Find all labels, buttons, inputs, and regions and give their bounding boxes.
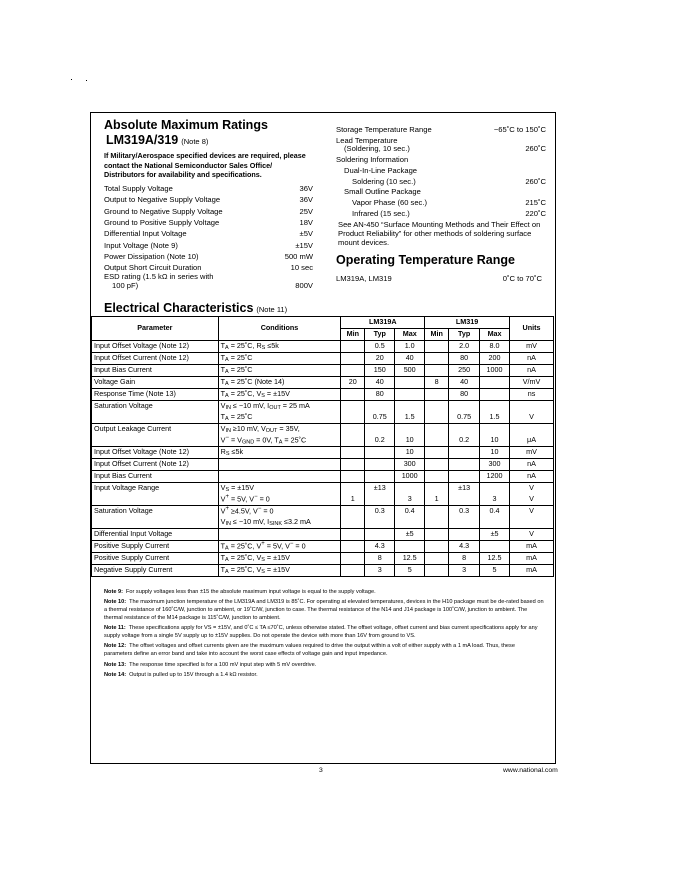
cell-value — [449, 424, 480, 436]
scan-dot — [71, 79, 72, 80]
esd-label-2: 100 pF) — [112, 281, 139, 290]
cell-parameter: Negative Supply Current — [92, 565, 219, 577]
cell-value: 8 — [425, 377, 449, 389]
cell-value — [425, 506, 449, 518]
cell-parameter: Input Offset Current (Note 12) — [92, 459, 219, 471]
cell-units: μA — [510, 435, 554, 447]
cell-value — [395, 517, 425, 529]
cell-value: 8.0 — [480, 341, 510, 353]
cell-value: 10 — [395, 435, 425, 447]
cell-value: 40 — [395, 353, 425, 365]
cell-value: 8 — [449, 553, 480, 565]
cell-value: 1.0 — [395, 341, 425, 353]
cell-conditions: $V_{IN} \le -10$ mV, $I_{OUT} = 25$ mA — [218, 401, 341, 413]
otr-value: 0˚C to 70˚C — [502, 274, 542, 283]
cell-conditions: $T_A$ = 25˚C, $V_S = \pm 15V$ — [218, 389, 341, 401]
lead-sub: (Soldering, 10 sec.) — [344, 144, 410, 153]
cell-parameter: Voltage Gain — [92, 377, 219, 389]
cell-value — [365, 517, 395, 529]
table-row — [92, 471, 554, 483]
dip-solder: Soldering (10 sec.) — [352, 177, 416, 186]
cell-value: 5 — [395, 565, 425, 577]
amr-row-value: ±15V — [295, 240, 313, 250]
cell-value — [395, 541, 425, 553]
amr-subtitle: LM319A/319 (Note 8) — [106, 133, 209, 147]
cell-units: nA — [510, 365, 554, 377]
col-lm319: LM319 — [425, 317, 510, 329]
note — [104, 672, 544, 680]
cell-units: mA — [510, 541, 554, 553]
cell-parameter: Output Leakage Current — [92, 424, 219, 436]
cell-value — [341, 517, 365, 529]
table-row — [92, 424, 554, 436]
cell-value: 10 — [480, 447, 510, 459]
col-parameter: Parameter — [92, 317, 219, 341]
vapor-value: 215˚C — [525, 198, 546, 207]
table-row — [92, 553, 554, 565]
cell-value — [341, 541, 365, 553]
cell-value — [449, 447, 480, 459]
table-row — [92, 412, 554, 424]
cell-value: 200 — [480, 353, 510, 365]
cell-value — [341, 435, 365, 447]
cell-value: 0.3 — [365, 506, 395, 518]
sop-label: Small Outline Package — [344, 187, 421, 196]
cell-value: 0.4 — [395, 506, 425, 518]
cell-units: V — [510, 529, 554, 541]
cell-value — [341, 424, 365, 436]
cell-conditions: $V^- = V_{GND} = 0V$, $T_A$ = 25˚C — [218, 435, 341, 447]
cell-value: 500 — [395, 365, 425, 377]
amr-row-value: 500 mW — [284, 251, 313, 261]
table-row — [92, 494, 554, 506]
cell-value — [341, 365, 365, 377]
cell-conditions — [218, 471, 341, 483]
cell-value — [425, 447, 449, 459]
cell-value — [395, 377, 425, 389]
cell-parameter: Saturation Voltage — [92, 401, 219, 413]
cell-value — [341, 553, 365, 565]
cell-conditions: V+ ≥4.5V, V− = 0 — [218, 506, 341, 518]
otr-title: Operating Temperature Range — [336, 253, 515, 267]
cell-value — [395, 401, 425, 413]
cell-value — [425, 389, 449, 401]
cell-value: 40 — [449, 377, 480, 389]
note-label: Note 10: — [104, 599, 127, 606]
cell-value — [449, 517, 480, 529]
cell-value — [480, 541, 510, 553]
cell-value — [365, 401, 395, 413]
cell-value: ±5 — [480, 529, 510, 541]
note-text: The response time specified is for a 100 mV input step with 5 mV overdrive. — [129, 661, 317, 668]
cell-value: 8 — [365, 553, 395, 565]
cell-value — [480, 483, 510, 495]
cell-units — [510, 401, 554, 413]
table-row — [92, 506, 554, 518]
page-number: 3 — [319, 767, 323, 774]
cell-value: 4.3 — [365, 541, 395, 553]
cell-value: 1 — [425, 494, 449, 506]
cell-conditions: $V_{IN} \le -10$ mV, $I_{SINK} \le 3.2$ mA — [218, 517, 341, 529]
ec-table — [91, 316, 554, 577]
note-text: For supply voltages less than ±15 the absolute maximum input voltage is equal to the supply voltage. — [125, 589, 376, 595]
cell-units — [510, 424, 554, 436]
col-max: Max — [395, 329, 425, 341]
cell-value — [480, 389, 510, 401]
cell-value — [425, 483, 449, 495]
dip-value: 260˚C — [525, 177, 546, 186]
cell-value: 20 — [341, 377, 365, 389]
cell-value: ±5 — [395, 529, 425, 541]
cell-value — [341, 471, 365, 483]
col-units: Units — [510, 317, 554, 341]
ec-table-body — [92, 341, 554, 577]
cell-units: nA — [510, 353, 554, 365]
table-row — [92, 541, 554, 553]
cell-value — [341, 353, 365, 365]
cell-value: 10 — [480, 435, 510, 447]
cell-value — [341, 483, 365, 495]
cell-units: ns — [510, 389, 554, 401]
infrared-label: Infrared (15 sec.) — [352, 209, 410, 218]
col-max: Max — [480, 329, 510, 341]
col-lm319a: LM319A — [341, 317, 425, 329]
cell-value — [480, 517, 510, 529]
cell-parameter — [92, 412, 219, 424]
cell-parameter: Saturation Voltage — [92, 506, 219, 518]
cell-parameter: Response Time (Note 13) — [92, 389, 219, 401]
cell-value: 0.4 — [480, 506, 510, 518]
note-text: The offset voltages and offset currents given are the maximum values required to drive the output within a volt of either supply with a 1 mA load. Thus, these parameters define an error band and take into account the worst case effects of voltage gain and input impedance. — [104, 643, 515, 658]
cell-value — [365, 494, 395, 506]
cell-value — [341, 389, 365, 401]
cell-value: 1 — [341, 494, 365, 506]
cell-value — [449, 529, 480, 541]
cell-value — [449, 494, 480, 506]
cell-value — [395, 389, 425, 401]
see-note: See AN-450 “Surface Mounting Methods and Their Effect on Product Reliability” for other methods of soldering surface mount devices. — [338, 220, 541, 248]
cell-value: 80 — [365, 389, 395, 401]
table-row — [92, 529, 554, 541]
cell-value — [425, 424, 449, 436]
cell-value — [341, 447, 365, 459]
cell-conditions: $V_S = \pm 15V$ — [218, 483, 341, 495]
cell-parameter: Input Voltage Range — [92, 483, 219, 495]
cell-units: mV — [510, 341, 554, 353]
lead-label: Lead Temperature — [336, 136, 398, 145]
amr-title: Absolute Maximum Ratings — [104, 118, 268, 132]
cell-value — [341, 506, 365, 518]
cell-value: 80 — [449, 353, 480, 365]
cell-conditions: $T_A$ = 25˚C, $V_S = \pm 15V$ — [218, 553, 341, 565]
cell-value — [449, 471, 480, 483]
cell-parameter: Differential Input Voltage — [92, 529, 219, 541]
storage-label: Storage Temperature Range — [336, 125, 432, 134]
cell-conditions — [218, 459, 341, 471]
cell-units: nA — [510, 459, 554, 471]
cell-value — [480, 424, 510, 436]
cell-value: 80 — [449, 389, 480, 401]
cell-value: 12.5 — [480, 553, 510, 565]
cell-conditions: $T_A$ = 25˚C — [218, 365, 341, 377]
cell-value: 3 — [395, 494, 425, 506]
cell-value — [365, 459, 395, 471]
note-text: These specifications apply for VS = ±15V, and 0˚C ≤ TA ≤70˚C, unless otherwise stated. The offset voltage, offset current and bias current specifications apply for any supply voltage from a single 5V supply up to ±15V supplies. Do not operate the device with more than 16V from ground to VS. — [104, 625, 538, 640]
cell-parameter: Input Offset Voltage (Note 12) — [92, 341, 219, 353]
cell-parameter: Input Offset Voltage (Note 12) — [92, 447, 219, 459]
amr-row-label: Input Voltage (Note 9) — [104, 240, 178, 250]
otr-label: LM319A, LM319 — [336, 274, 392, 283]
cell-value — [425, 435, 449, 447]
cell-value — [425, 553, 449, 565]
lead-value: 260˚C — [525, 144, 546, 153]
cell-value — [341, 459, 365, 471]
cell-units: V — [510, 506, 554, 518]
cell-conditions: $T_A$ = 25˚C, $R_S \le 5k$ — [218, 341, 341, 353]
note — [104, 662, 544, 670]
cell-value: 300 — [395, 459, 425, 471]
cell-value — [425, 341, 449, 353]
cell-value: 0.75 — [365, 412, 395, 424]
cell-value: 150 — [365, 365, 395, 377]
cell-value: 0.2 — [449, 435, 480, 447]
cell-parameter: Input Offset Current (Note 12) — [92, 353, 219, 365]
cell-units — [510, 517, 554, 529]
col-typ: Typ — [449, 329, 480, 341]
note — [104, 589, 544, 597]
table-row — [92, 353, 554, 365]
cell-value: 20 — [365, 353, 395, 365]
cell-parameter: Input Bias Current — [92, 471, 219, 483]
website: www.national.com — [503, 767, 558, 774]
cell-value: ±13 — [449, 483, 480, 495]
cell-value: ±13 — [365, 483, 395, 495]
cell-value — [365, 447, 395, 459]
cell-value: 0.3 — [449, 506, 480, 518]
cell-value — [449, 401, 480, 413]
table-row — [92, 389, 554, 401]
cell-conditions: $R_S \le 5k$ — [218, 447, 341, 459]
cell-value — [395, 483, 425, 495]
note-label: Note 12: — [104, 643, 127, 650]
cell-conditions — [218, 529, 341, 541]
note-label: Note 13: — [104, 661, 127, 668]
cell-value — [341, 341, 365, 353]
vapor-label: Vapor Phase (60 sec.) — [352, 198, 427, 207]
cell-units: V — [510, 483, 554, 495]
cell-value — [480, 377, 510, 389]
table-row — [92, 341, 554, 353]
note-label: Note 14: — [104, 671, 127, 678]
cell-units: mA — [510, 553, 554, 565]
cell-value: 10 — [395, 447, 425, 459]
table-row — [92, 365, 554, 377]
cell-value: 3 — [480, 494, 510, 506]
cell-value: 250 — [449, 365, 480, 377]
amr-row-label: Total Supply Voltage — [104, 184, 173, 193]
table-row — [92, 447, 554, 459]
cell-parameter: Input Bias Current — [92, 365, 219, 377]
cell-value — [425, 471, 449, 483]
cell-value — [341, 529, 365, 541]
table-row — [92, 401, 554, 413]
table-row — [92, 517, 554, 529]
table-row — [92, 483, 554, 495]
amr-row-label: Ground to Positive Supply Voltage — [104, 217, 220, 227]
cell-value — [365, 471, 395, 483]
cell-value — [395, 424, 425, 436]
cell-conditions: $T_A$ = 25˚C (Note 14) — [218, 377, 341, 389]
cell-units: V/mV — [510, 377, 554, 389]
amr-row-value: 25V — [299, 206, 313, 216]
cell-units: mV — [510, 447, 554, 459]
cell-parameter — [92, 494, 219, 506]
cell-value — [425, 541, 449, 553]
cell-value: 1000 — [395, 471, 425, 483]
amr-row-value: 18V — [299, 217, 313, 227]
cell-conditions: $T_A$ = 25˚C — [218, 353, 341, 365]
col-min: Min — [341, 329, 365, 341]
cell-value: 12.5 — [395, 553, 425, 565]
cell-conditions: V+ = 5V, V− = 0 — [218, 494, 341, 506]
cell-value — [480, 401, 510, 413]
cell-value: 1200 — [480, 471, 510, 483]
cell-conditions: $T_A$ = 25˚C, $V_S = \pm 15V$ — [218, 565, 341, 577]
amr-row-value: 10 sec — [290, 263, 313, 273]
cell-value — [425, 517, 449, 529]
cell-units: V — [510, 494, 554, 506]
cell-value: 1.5 — [395, 412, 425, 424]
solder-info: Soldering Information — [336, 155, 409, 164]
esd-label: ESD rating (1.5 kΩ in series with — [104, 272, 214, 281]
note — [104, 643, 544, 659]
ec-title: Electrical Characteristics (Note 11) — [104, 301, 288, 315]
cell-value — [425, 353, 449, 365]
amr-row-value: 36V — [299, 184, 313, 193]
table-row — [92, 565, 554, 577]
cell-conditions: $T_A$ = 25˚C, V+ = 5V, V− = 0 — [218, 541, 341, 553]
cell-value: 0.2 — [365, 435, 395, 447]
cell-value — [341, 412, 365, 424]
cell-units: nA — [510, 471, 554, 483]
amr-row-label: Differential Input Voltage — [104, 229, 187, 239]
cell-value: 300 — [480, 459, 510, 471]
esd-value: 800V — [295, 281, 313, 290]
cell-value — [425, 412, 449, 424]
cell-value — [365, 529, 395, 541]
amr-row-label: Output Short Circuit Duration — [104, 263, 202, 273]
col-conditions: Conditions — [218, 317, 341, 341]
infrared-value: 220˚C — [525, 209, 546, 218]
cell-value: 4.3 — [449, 541, 480, 553]
cell-value: 40 — [365, 377, 395, 389]
cell-value — [449, 459, 480, 471]
cell-value — [425, 565, 449, 577]
amr-row-value: 36V — [299, 195, 313, 205]
cell-units: V — [510, 412, 554, 424]
cell-value: 5 — [480, 565, 510, 577]
notes — [104, 589, 544, 682]
amr-row-label: Output to Negative Supply Voltage — [104, 195, 221, 205]
note-text: Output is pulled up to 15V through a 1.4 kΩ resistor. — [129, 671, 258, 678]
cell-value: 0.5 — [365, 341, 395, 353]
scan-dot — [86, 80, 87, 81]
amr-row-value: ±5V — [299, 229, 313, 239]
amr-row-label: Ground to Negative Supply Voltage — [104, 206, 223, 216]
col-typ: Typ — [365, 329, 395, 341]
cell-units: mA — [510, 565, 554, 577]
cell-value: 1.5 — [480, 412, 510, 424]
table-row — [92, 377, 554, 389]
cell-value: 2.0 — [449, 341, 480, 353]
note — [104, 599, 544, 622]
cell-parameter — [92, 435, 219, 447]
cell-parameter — [92, 517, 219, 529]
cell-parameter: Positive Supply Current — [92, 541, 219, 553]
military-notice: If Military/Aerospace specified devices are required, please contact the National Semiconductor Sales Office/ Distributors for availability and specifications. — [104, 151, 306, 179]
cell-parameter: Positive Supply Current — [92, 553, 219, 565]
note-text: The maximum junction temperature of the LM319A and LM319 is 85˚C. For operating at elevated temperatures, devices in the H10 package must be de-rated based on a thermal resistance of 160˚C/W, junction to ambient, or 19˚C/W, junction to case. The thermal resistance of the N14 and J14 package is 100˚C/W, junction to ambient. The thermal resistance of the M14 package is 115˚C/W, junction to ambient. — [104, 599, 544, 621]
cell-value: 3 — [449, 565, 480, 577]
cell-value: 3 — [365, 565, 395, 577]
storage-value: −65˚C to 150˚C — [493, 125, 546, 134]
note — [104, 625, 544, 641]
cell-value — [425, 365, 449, 377]
cell-value — [425, 529, 449, 541]
note-label: Note 11: — [104, 625, 126, 632]
cell-conditions: $V_{IN} \ge 10$ mV, $V_{OUT} = 35V$, — [218, 424, 341, 436]
cell-value — [341, 401, 365, 413]
cell-value — [425, 401, 449, 413]
table-row — [92, 435, 554, 447]
cell-value — [425, 459, 449, 471]
cell-conditions: $T_A$ = 25˚C — [218, 412, 341, 424]
col-min: Min — [425, 329, 449, 341]
cell-value: 1000 — [480, 365, 510, 377]
dip-label: Dual-In-Line Package — [344, 166, 418, 175]
table-row — [92, 459, 554, 471]
cell-value — [365, 424, 395, 436]
cell-value — [341, 565, 365, 577]
amr-row-label: Power Dissipation (Note 10) — [104, 251, 199, 261]
note-label: Note 9: — [104, 589, 123, 595]
cell-value: 0.75 — [449, 412, 480, 424]
